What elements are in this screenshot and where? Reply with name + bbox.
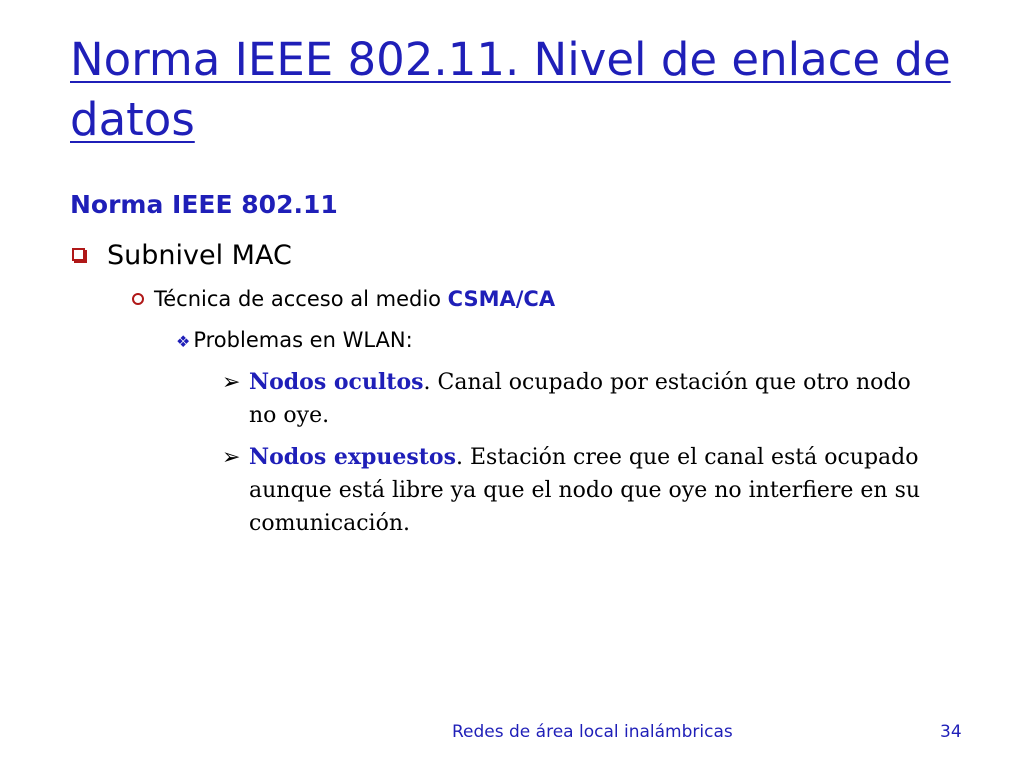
slide-title: Norma IEEE 802.11. Nivel de enlace de datos (70, 33, 951, 146)
list-item-description: . Canal ocupado por estación que otro nodo no oye. (249, 370, 911, 428)
arrow-bullet-icon: ➢ (222, 445, 241, 470)
slide-subtitle: Norma IEEE 802.11 (70, 190, 338, 219)
list-item-keyword: Nodos expuestos (249, 444, 456, 470)
csma-ca-highlight: CSMA/CA (447, 287, 556, 311)
four-diamond-icon: ❖ (176, 332, 191, 351)
arrow-bullet-icon: ➢ (222, 370, 241, 395)
page-number: 34 (940, 722, 962, 742)
list-item-description: . Estación cree que el canal está ocupado aunque está libre ya que el nodo que oye no interfiere en su comunicación. (249, 445, 921, 536)
list-item-text (249, 441, 932, 540)
bullet-level-3-label: Problemas en WLAN: (193, 328, 413, 352)
list-item-text (249, 366, 932, 432)
square-outline-icon (72, 248, 85, 261)
bullet-level-1-label: Subnivel MAC (107, 240, 292, 271)
bullet-level-1 (72, 238, 292, 274)
list-item-hidden-nodes (222, 366, 932, 432)
bullet-level-2 (132, 284, 555, 314)
circle-outline-icon (132, 293, 144, 305)
footer-title: Redes de área local inalámbricas (452, 722, 733, 742)
bullet-level-2-prefix: Técnica de acceso al medio (154, 287, 448, 311)
list-item-exposed-nodes (222, 441, 932, 540)
bullet-level-3 (176, 325, 413, 357)
list-item-keyword: Nodos ocultos (249, 369, 424, 395)
